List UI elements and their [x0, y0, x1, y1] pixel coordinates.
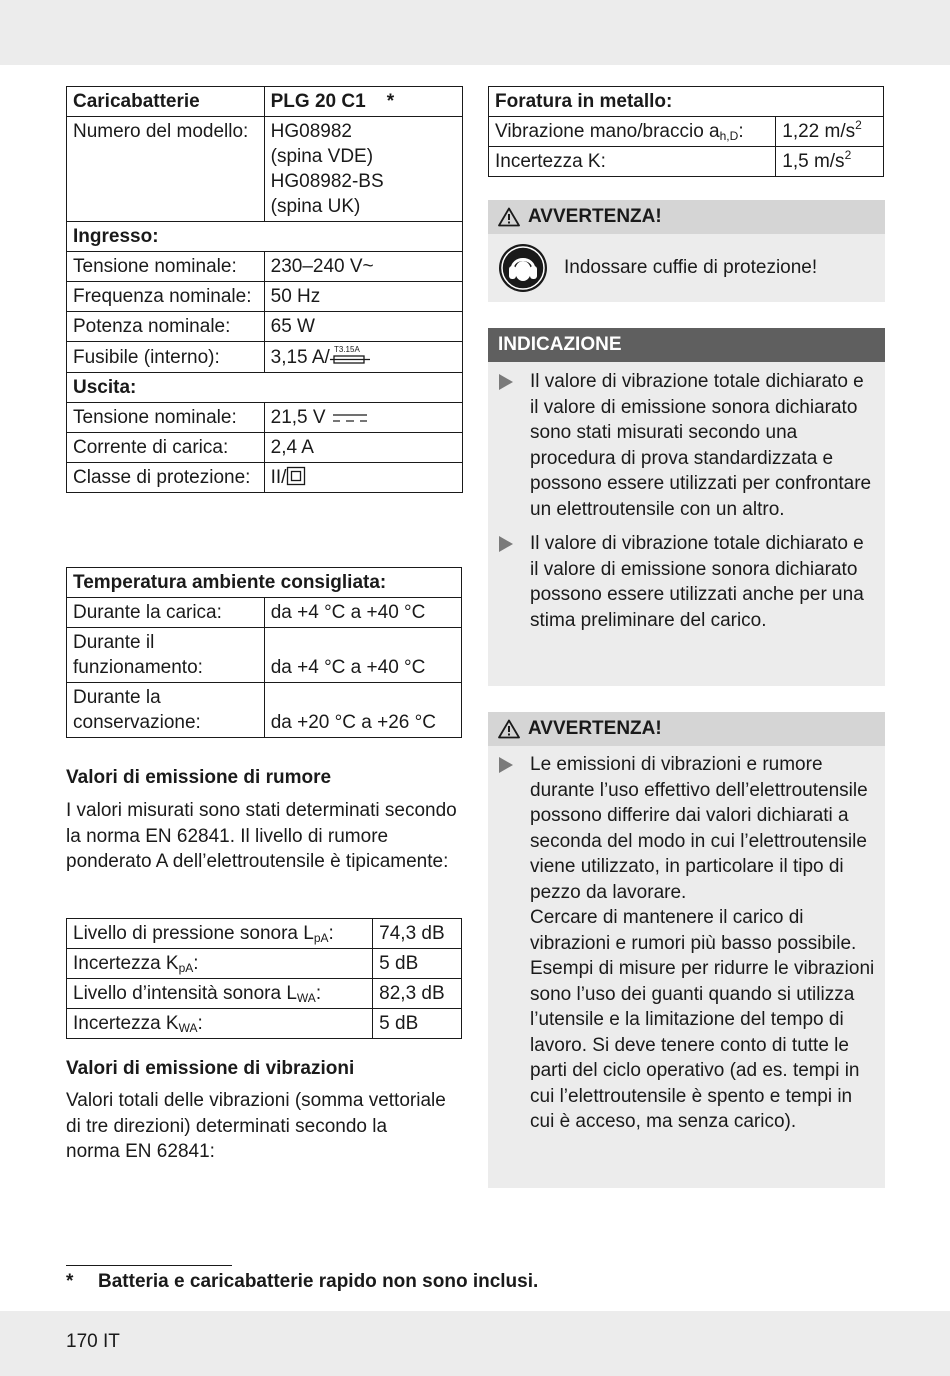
- warning-text: Indossare cuffie di protezione!: [564, 257, 818, 278]
- footnote: [66, 1271, 538, 1293]
- list-item: [488, 369, 885, 522]
- table-cell: da +4 °C a +40 °C: [264, 628, 461, 683]
- table-row: [489, 87, 884, 117]
- note-item-text: Il valore di vibrazione totale dichiarato e il valore di emissione sonora dichiarato possono essere utilizzati anche per una stima preliminare del carico.: [530, 533, 864, 631]
- page-number: 170 IT: [66, 1331, 120, 1352]
- note-box: [488, 328, 885, 686]
- table-cell: Frequenza nominale:: [67, 282, 265, 312]
- table-cell: Fusibile (interno):: [67, 342, 265, 373]
- model-line: (spina UK): [270, 196, 361, 217]
- table-cell: Potenza nominale:: [67, 312, 265, 342]
- temperature-table: [66, 567, 462, 738]
- section-heading: Foratura in metallo:: [489, 87, 884, 117]
- output-voltage-value: 21,5 V: [270, 407, 326, 428]
- warning-paragraph: Cercare di mantenere il carico di vibrazioni e rumori più basso possibile. Esempi di misure per ridurre le vibrazioni sono l’uso dei guanti quando si utilizza l’utensile e la limitazione del tempo di lavoro. Si deve tenere conto di tutte le parti del ciclo operativo (ad es. tempi in cui l’elettroutensile è spento e tempi in cui è acceso, ma senza carico).: [530, 907, 875, 1132]
- uncertainty-label: Incertezza K:: [495, 151, 606, 172]
- table-row: [67, 949, 462, 979]
- table-cell: [67, 919, 373, 949]
- table-cell: [264, 463, 462, 493]
- footnote-divider: [66, 1265, 232, 1266]
- section-heading: Temperatura ambiente consigliata:: [67, 568, 462, 598]
- drilling-table: [488, 86, 884, 177]
- table-cell: 74,3 dB: [373, 919, 462, 949]
- vibration-value: 1,22 m/s: [782, 121, 856, 142]
- fuse-symbol-icon: [330, 344, 372, 366]
- section-heading: Uscita:: [67, 373, 463, 403]
- vibration-suffix: :: [738, 121, 744, 142]
- table-cell: 82,3 dB: [373, 979, 462, 1009]
- table-cell: [67, 1009, 373, 1039]
- class-ii-symbol-icon: [286, 466, 306, 486]
- arrow-bullet-icon: [498, 369, 516, 522]
- noise-suffix: :: [328, 923, 334, 944]
- footer-bar: [0, 1311, 950, 1376]
- table-row: [67, 282, 463, 312]
- table-cell: [67, 979, 373, 1009]
- arrow-bullet-icon: [498, 752, 516, 1135]
- table-row: [67, 222, 463, 252]
- model-name: PLG 20 C1: [270, 91, 366, 112]
- vibration-exponent: 2: [855, 118, 862, 132]
- table-row: [67, 117, 463, 222]
- warning-box-hearing: [488, 200, 885, 302]
- table-header-cell: [264, 87, 462, 117]
- table-row: [67, 598, 462, 628]
- footnote-text: Batteria e caricabatterie rapido non sono inclusi.: [98, 1271, 539, 1292]
- noise-table: [66, 918, 462, 1039]
- table-cell: [264, 403, 462, 433]
- header-bar: [0, 0, 950, 65]
- table-cell: Durante la conservazione:: [67, 683, 265, 738]
- table-row: [67, 628, 462, 683]
- table-row: [67, 373, 463, 403]
- warning-box-vibration: [488, 712, 885, 1188]
- dc-symbol-icon: [331, 412, 369, 424]
- vibration-sub: h,D: [719, 129, 739, 143]
- table-row: [67, 312, 463, 342]
- table-cell: [264, 342, 462, 373]
- noise-label: Incertezza K: [73, 953, 179, 974]
- table-cell: Tensione nominale:: [67, 403, 265, 433]
- noise-suffix: :: [193, 953, 199, 974]
- table-cell: Durante il funzionamento:: [67, 628, 265, 683]
- table-row: [67, 919, 462, 949]
- model-line: HG08982-BS: [270, 171, 384, 192]
- protection-value: II/: [270, 467, 287, 488]
- table-row: [67, 342, 463, 373]
- noise-label: Livello di pressione sonora L: [73, 923, 314, 944]
- table-header-cell: Caricabatterie: [67, 87, 265, 117]
- list-item: [488, 531, 885, 633]
- footnote-mark: *: [386, 91, 395, 112]
- table-row: [67, 252, 463, 282]
- table-row: [489, 117, 884, 147]
- table-cell: [489, 117, 776, 147]
- noise-sub: pA: [313, 931, 329, 945]
- table-cell: [489, 147, 776, 177]
- fuse-symbol-label: T3.15A: [333, 345, 360, 354]
- table-row: [67, 87, 463, 117]
- table-cell: Tensione nominale:: [67, 252, 265, 282]
- noise-label: Livello d’intensità sonora L: [73, 983, 297, 1004]
- table-row: [67, 433, 463, 463]
- table-cell: 2,4 A: [264, 433, 462, 463]
- table-row: [67, 1009, 462, 1039]
- table-cell: 50 Hz: [264, 282, 462, 312]
- table-cell: [264, 117, 462, 222]
- table-cell: da +20 °C a +26 °C: [264, 683, 461, 738]
- table-cell: Corrente di carica:: [67, 433, 265, 463]
- noise-text: I valori misurati sono stati determinati secondo la norma EN 62841. Il livello di rumore ponderato A dell’elettroutensile è tipicamente:: [66, 800, 457, 872]
- ear-protection-icon: [498, 243, 548, 293]
- table-cell: Classe di protezione:: [67, 463, 265, 493]
- table-row: [67, 979, 462, 1009]
- table-cell: 5 dB: [373, 949, 462, 979]
- warning-header: [488, 200, 885, 234]
- warning-header: [488, 712, 885, 746]
- warning-body: [488, 234, 885, 302]
- vibration-heading: Valori di emissione di vibrazioni: [66, 1058, 355, 1079]
- warning-item-text: [530, 752, 877, 1135]
- model-line: (spina VDE): [270, 146, 374, 167]
- arrow-bullet-icon: [498, 531, 516, 633]
- uncertainty-exponent: 2: [844, 148, 852, 162]
- warning-title: AVVERTENZA!: [528, 718, 662, 739]
- table-cell: [776, 117, 884, 147]
- table-cell: Durante la carica:: [67, 598, 265, 628]
- table-cell: 230–240 V~: [264, 252, 462, 282]
- table-cell: [67, 949, 373, 979]
- noise-heading: Valori di emissione di rumore: [66, 767, 332, 788]
- noise-suffix: :: [197, 1013, 203, 1034]
- table-cell: 5 dB: [373, 1009, 462, 1039]
- table-cell: [776, 147, 884, 177]
- vibration-label: Vibrazione mano/braccio a: [495, 121, 720, 142]
- fuse-value: 3,15 A/: [270, 347, 330, 368]
- table-row: [489, 147, 884, 177]
- table-row: [67, 683, 462, 738]
- table-cell: 65 W: [264, 312, 462, 342]
- noise-sub: WA: [296, 991, 316, 1005]
- table-cell: da +4 °C a +40 °C: [264, 598, 461, 628]
- warning-triangle-icon: [498, 207, 520, 227]
- warning-paragraph: Le emissioni di vibrazioni e rumore durante l’uso effettivo dell’elettroutensile possono differire dai valori dichiarati a seconda del modo in cui l’elettroutensile viene utilizzato, in particolare il tipo di pezzo da lavorare.: [530, 754, 868, 903]
- noise-label: Incertezza K: [73, 1013, 179, 1034]
- table-row: [67, 463, 463, 493]
- table-row: [67, 568, 462, 598]
- warning-triangle-icon: [498, 719, 520, 739]
- note-item-text: Il valore di vibrazione totale dichiarato e il valore di emissione sonora dichiarato sono stati misurati secondo una procedura di prova standardizzata e possono essere utilizzati per confrontare un elettroutensile con un altro.: [530, 371, 872, 520]
- footnote-mark: *: [66, 1271, 74, 1292]
- noise-sub: pA: [178, 961, 194, 975]
- list-item: [488, 752, 885, 1135]
- table-row: [67, 403, 463, 433]
- model-line: HG08982: [270, 121, 352, 142]
- noise-sub: WA: [178, 1021, 198, 1035]
- uncertainty-value: 1,5 m/s: [782, 151, 845, 172]
- section-heading: Ingresso:: [67, 222, 463, 252]
- table-cell: Numero del modello:: [67, 117, 265, 222]
- note-header: INDICAZIONE: [488, 328, 885, 362]
- charger-spec-table: [66, 86, 463, 493]
- warning-title: AVVERTENZA!: [528, 206, 662, 227]
- noise-suffix: :: [315, 983, 322, 1004]
- vibration-text: Valori totali delle vibrazioni (somma vettoriale di tre direzioni) determinati secondo la norma EN 62841:: [66, 1090, 446, 1162]
